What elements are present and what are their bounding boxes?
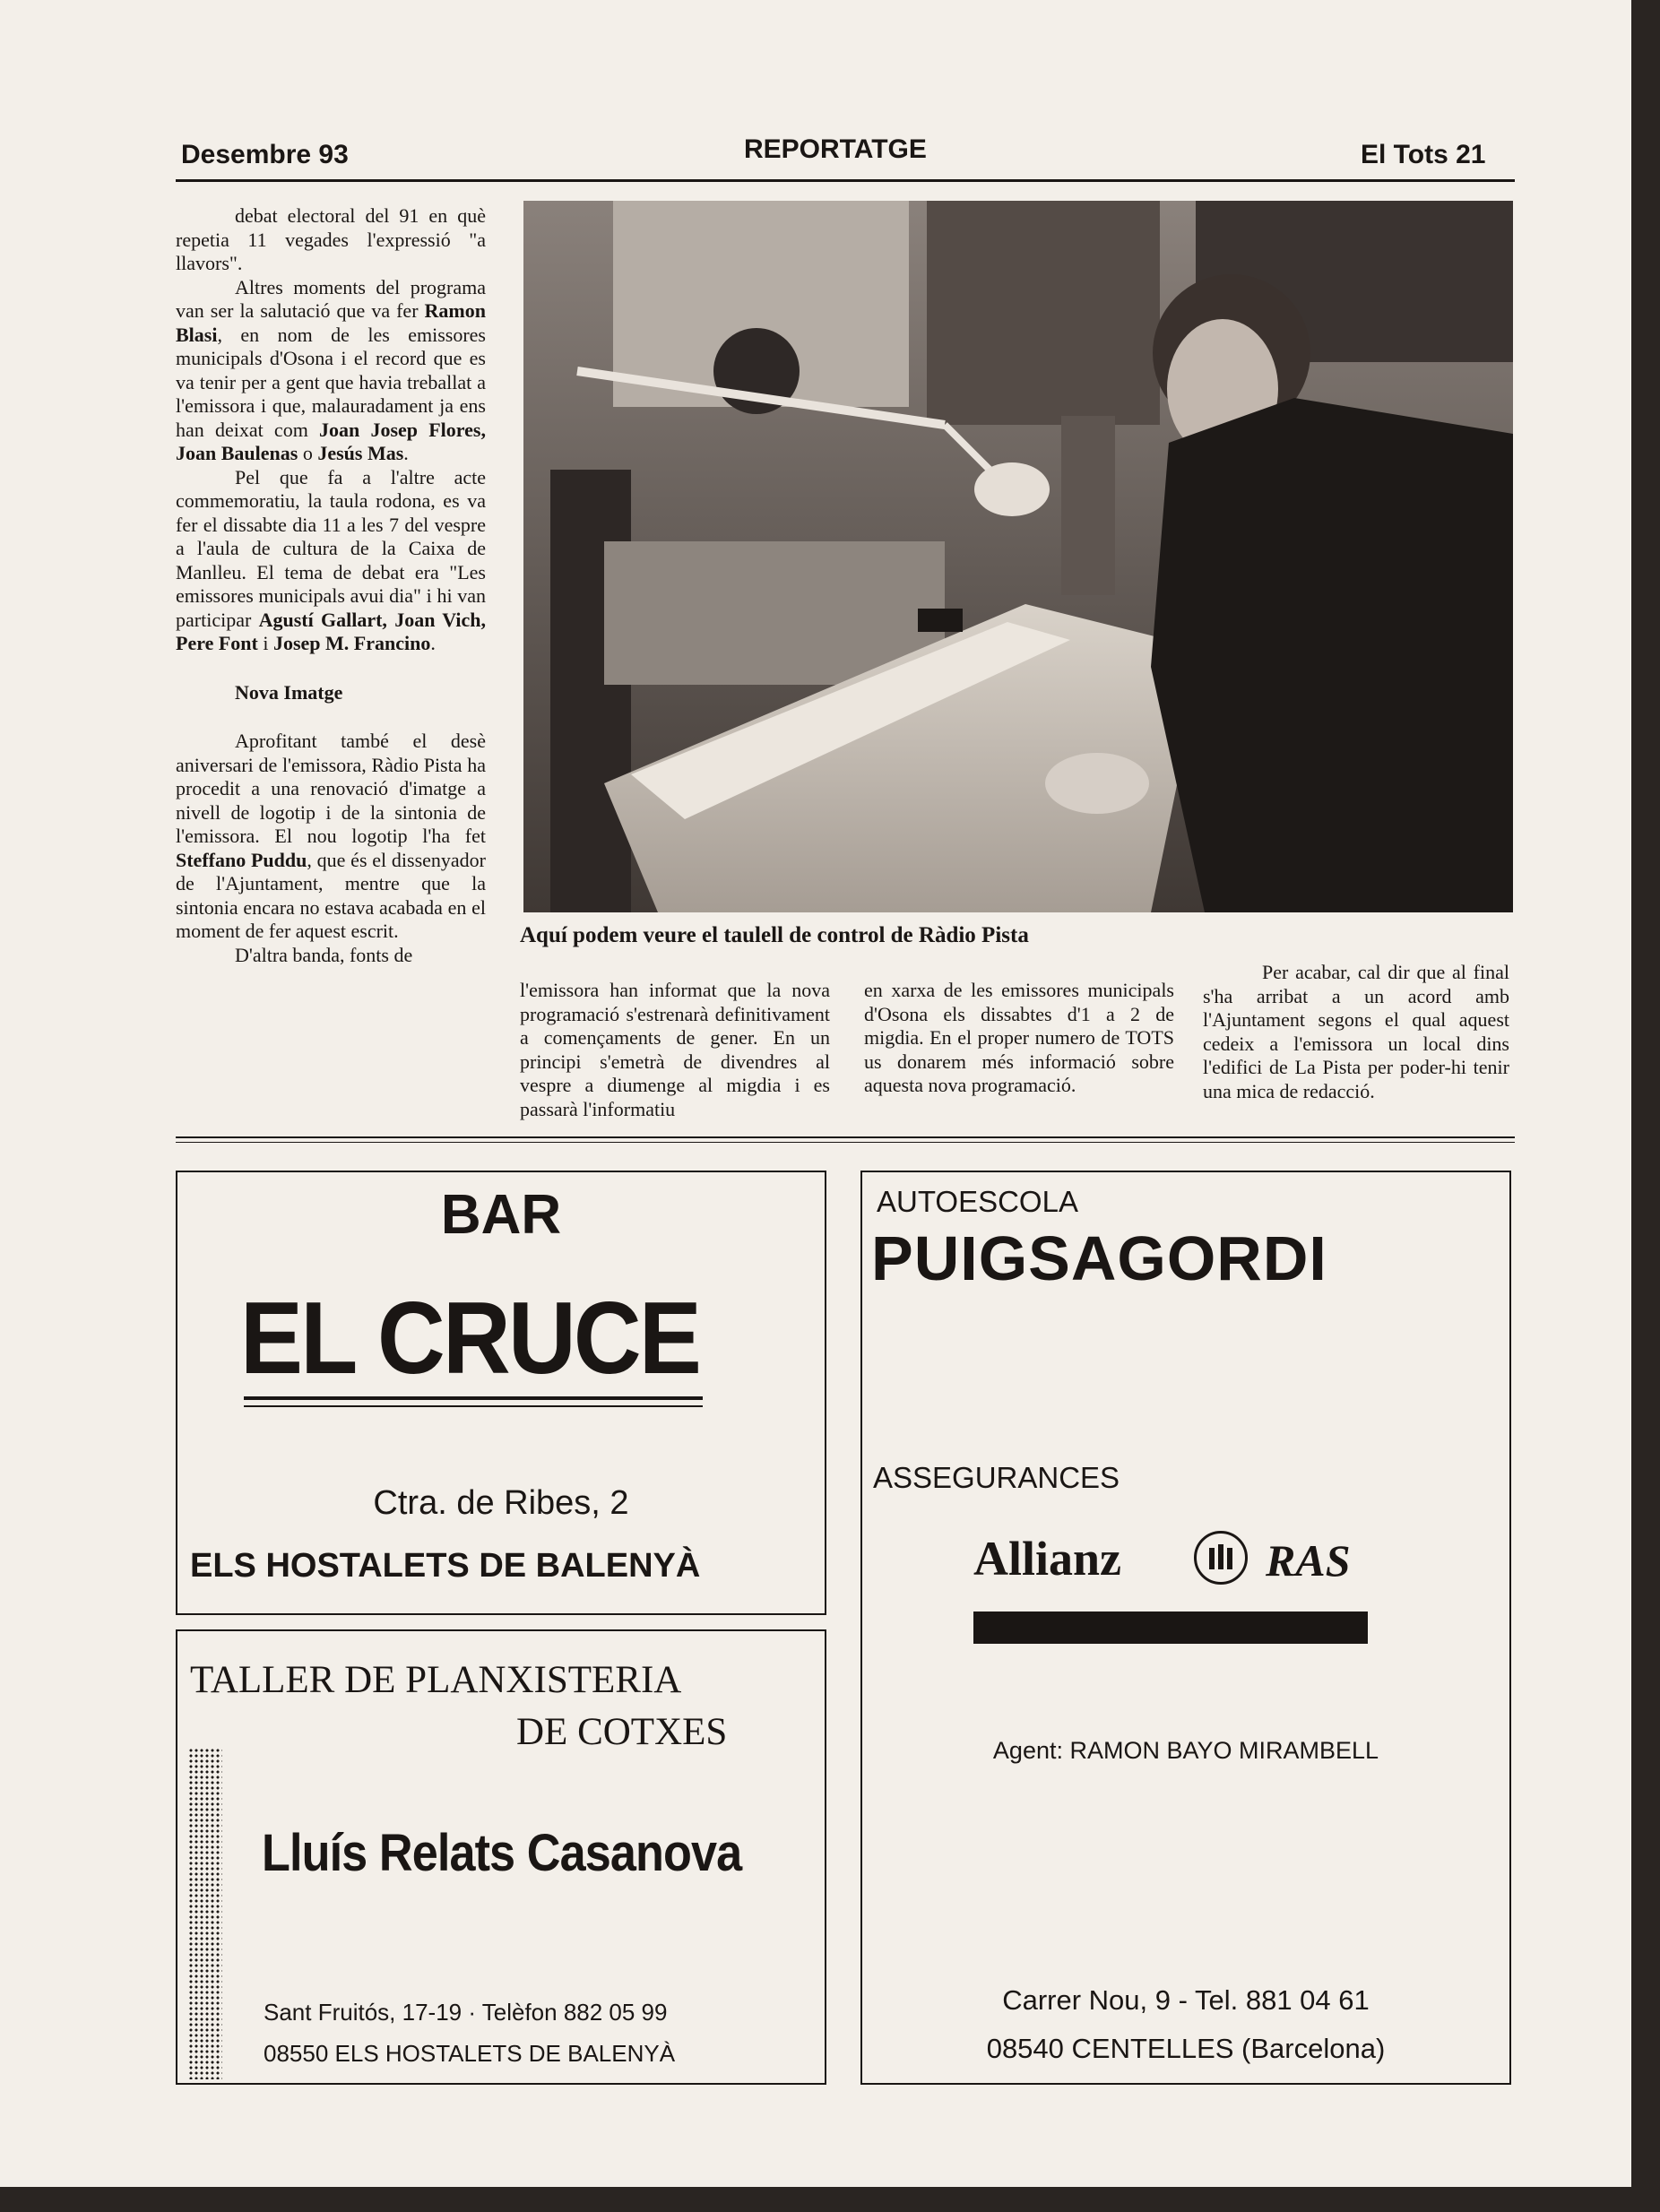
ad-autoescola-city: 08540 CENTELLES (Barcelona) [986, 2033, 1386, 2064]
paragraph: Aprofitant també el desè aniversari de l'emissora, Ràdio Pista ha procedit a una renovació d'imatge a nivell de logotip i de la sintonia de l'emissora. El nou logotip l'ha fet Steffano Puddu, que és el dissenyador de l'Ajuntament, mentre que la sintonia encara no estava acabada en el moment de fer aquest escrit. [176, 730, 487, 942]
article-bottom-rule [176, 1136, 1515, 1138]
ad-bar-rule [244, 1396, 703, 1400]
ad-agent: Agent: RAMON BAYO MIRAMBELL [992, 1737, 1379, 1764]
ad-taller-address: Sant Fruitós, 17-19 · Telèfon 882 05 99 [264, 1999, 668, 2026]
paragraph: Per acabar, cal dir que al final s'ha arribat a un acord amb l'Ajuntament segons el qual aquest cedeix a l'emissora un local dins l'edifici de La Pista per poder-hi tenir una mica de redacció. [1203, 961, 1509, 1102]
ad-assegurances: ASSEGURANCES [873, 1461, 1120, 1494]
radio-studio-photo [523, 201, 1513, 912]
ad-taller-name: Lluís Relats Casanova [262, 1824, 742, 1882]
paragraph: l'emissora han informat que la nova programació s'estrenarà definitivament a començaments de gener. En un principi s'emetrà de divendres al vespre a diumenge al migdia i es passarà l'informatiu [520, 979, 830, 1120]
paragraph: Altres moments del programa van ser la salutació que va fer Ramon Blasi, en nom de les emissores municipals d'Osona i el record que es va tenir per a gent que havia treballat a l'emissora i que, malauradament ja ens han deixat com Joan Josep Flores, Joan Baulenas o Jesús Mas. [176, 275, 486, 464]
ad-taller-planxisteria [176, 1629, 826, 2085]
allianz-logo-icon [1194, 1531, 1248, 1585]
paragraph: Pel que fa a l'altre acte commemoratiu, la taula rodona, es va fer el dissabte dia 11 a les 7 del vespre a l'aula de cultura de la Caixa de Manlleu. El tema de debat era "Les emissores municipals avui dia" i hi van participar Agustí Gallart, Joan Vich, Pere Font i Josep M. Francino. [176, 465, 486, 654]
paragraph: D'altra banda, fonts de [235, 943, 413, 966]
ad-bar-name: EL CRUCE [240, 1282, 700, 1395]
article-column-1 [176, 204, 486, 967]
article-column-3 [864, 979, 1174, 1098]
header-page-number: El Tots 21 [1361, 140, 1486, 169]
ad-bar-el-cruce [176, 1171, 826, 1615]
ad-bar-label: BAR [440, 1184, 562, 1246]
header-date: Desembre 93 [181, 140, 349, 169]
ad-taller-line1: TALLER DE PLANXISTERIA [190, 1659, 682, 1701]
article-column-2 [520, 979, 830, 1121]
paragraph: en xarxa de les emissores municipals d'Osona els dissabtes d'1 a 2 de migdia. En el proper numero de TOTS us donarem més informació sobre aquesta nova programació. [864, 979, 1174, 1096]
ad-allianz-brand: Allianz [973, 1532, 1122, 1586]
ad-autoescola-address: Carrer Nou, 9 - Tel. 881 04 61 [1002, 1984, 1370, 2016]
ad-autoescola-label: AUTOESCOLA [877, 1185, 1078, 1218]
paragraph: debat electoral del 91 en què repetia 11 vegades l'expressió "a llavors". [176, 204, 486, 274]
article-bottom-rule-2 [176, 1142, 1515, 1143]
black-bar [973, 1611, 1368, 1644]
ad-autoescola-name: PUIGSAGORDI [871, 1223, 1327, 1293]
ad-taller-town: 08550 ELS HOSTALETS DE BALENYÀ [264, 2040, 676, 2067]
header-section: REPORTATGE [744, 134, 927, 164]
photo-caption: Aquí podem veure el taulell de control de Ràdio Pista [520, 923, 1029, 947]
ad-bar-address: Ctra. de Ribes, 2 [373, 1484, 629, 1522]
header-rule [176, 179, 1515, 182]
ad-bar-town: ELS HOSTALETS DE BALENYÀ [190, 1547, 701, 1585]
subheading: Nova Imatge [235, 680, 343, 704]
ad-autoescola-puigsagordi [860, 1171, 1511, 2085]
dot-pattern [188, 1748, 222, 2079]
ad-taller-line2: DE COTXES [516, 1711, 728, 1753]
ad-ras-brand: RAS [1266, 1535, 1351, 1586]
ad-bar-rule-2 [244, 1405, 703, 1407]
article-column-4 [1203, 961, 1509, 1103]
